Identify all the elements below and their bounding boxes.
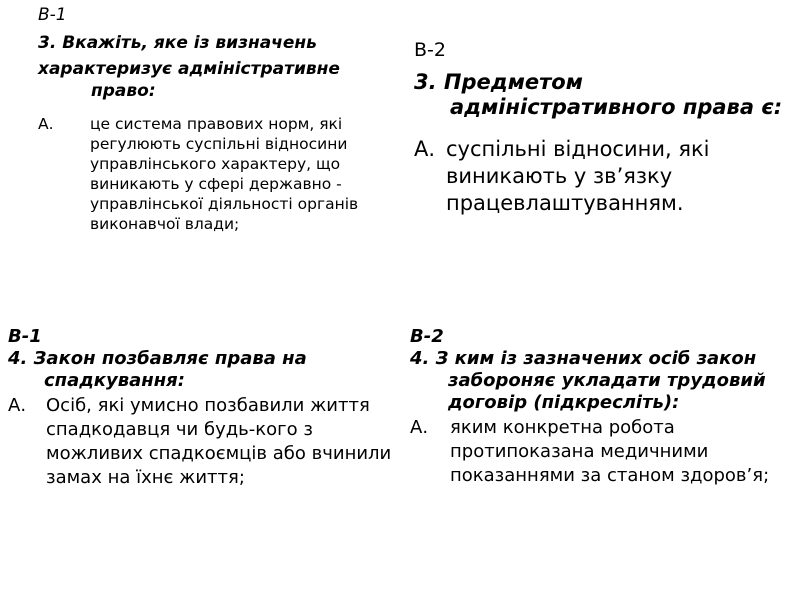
answer-marker: А. (410, 417, 429, 438)
question-line-2: характеризує адміністративне право: (38, 59, 340, 101)
answer-text: яким конкретна робота протипоказана медичними показаннями за станом здоров’я; (450, 417, 770, 486)
answer-option (38, 114, 398, 234)
variant-label: В-1 (8, 326, 42, 347)
answer-marker: А. (8, 395, 27, 416)
question-block-top-left (38, 4, 398, 234)
question-text: 4. Закон позбавляє права на спадкування: (8, 348, 307, 391)
answer-option (410, 416, 795, 488)
answer-option (8, 394, 398, 490)
answer-option (414, 136, 794, 217)
answer-marker: А. (38, 115, 54, 133)
question-block-top-right (414, 38, 794, 217)
answer-marker: А. (414, 137, 436, 161)
answer-text: це система правових норм, які регулюють суспільні відносини управлінського характеру, що виникають у сфері державно - управлінської діяльності органів виконавчої влади; (90, 115, 359, 233)
question-line-1: 3. Вкажіть, яке із визначень (38, 33, 317, 53)
question-text: 3. Предметом адміністративного права є: (414, 70, 783, 119)
variant-label: В-2 (410, 326, 444, 347)
variant-label: В-1 (38, 5, 67, 25)
question-block-bottom-left (8, 326, 398, 490)
variant-label: В-2 (414, 39, 446, 61)
answer-text: суспільні відносини, які виникають у зв’язку працевлаштуванням. (446, 137, 710, 215)
question-block-bottom-right (410, 326, 795, 488)
question-text: 4. З ким із зазначених осіб закон забороняє укладати трудовий договір (підкресліть): (410, 348, 766, 413)
answer-text: Осіб, які умисно позбавили життя спадкодавця чи будь-кого з можливих спадкоємців або вчинили замах на їхнє життя; (46, 395, 392, 488)
